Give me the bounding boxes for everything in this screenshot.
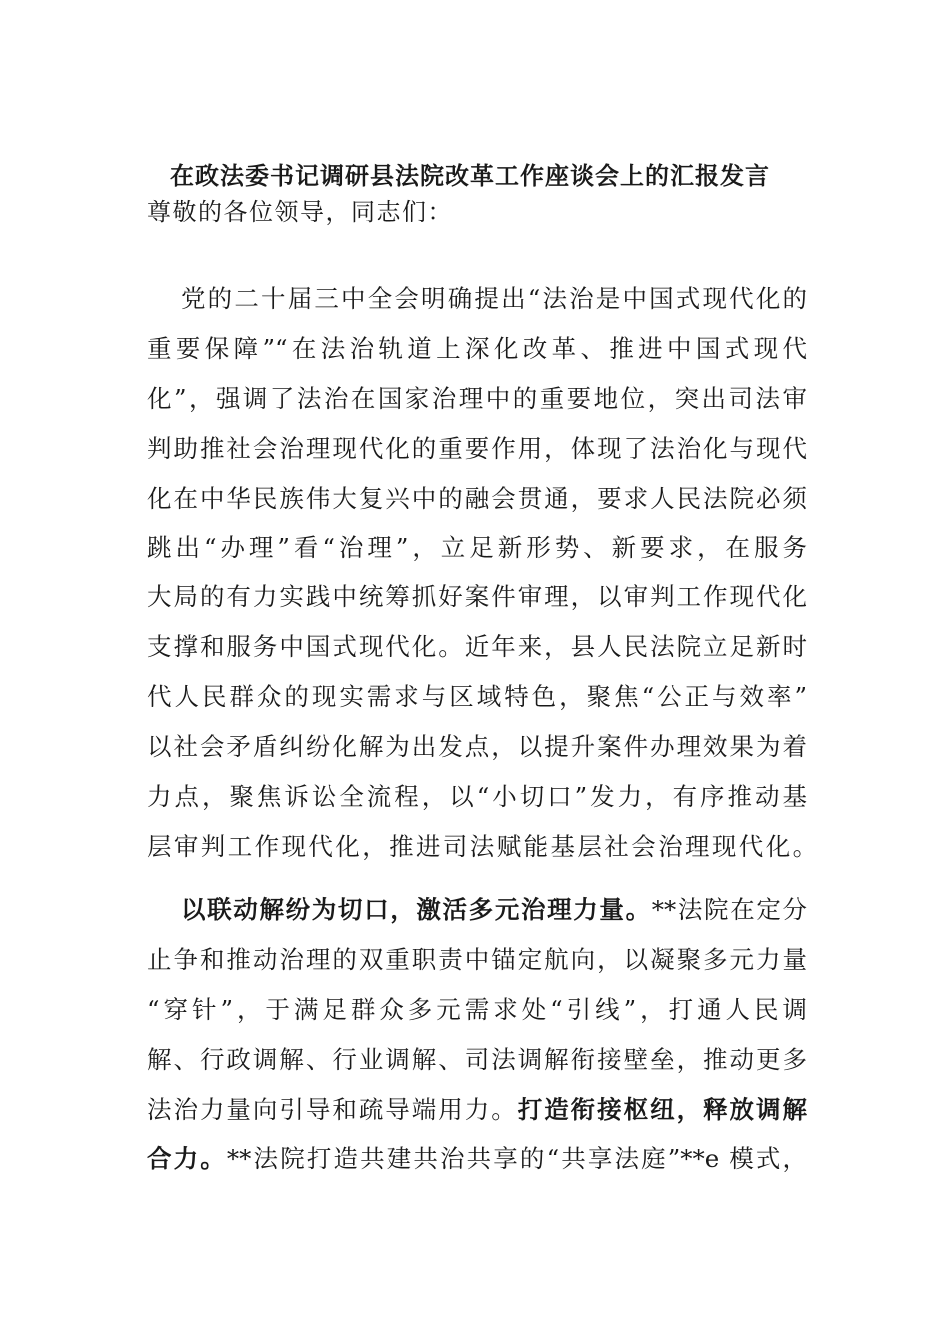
salutation: 尊敬的各位领导，同志们： <box>147 198 453 226</box>
para2-text: **法院打造共建共治共享的“共享法庭”**e 模式， <box>226 1144 808 1173</box>
para1-line: 重要保障”“在法治轨道上深化改革、推进中国式现代 <box>147 334 807 363</box>
para1-line: 大局的有力实践中统筹抓好案件审理，以审判工作现代化 <box>147 582 807 611</box>
para1-line: 支撑和服务中国式现代化。近年来，县人民法院立足新时 <box>147 632 807 661</box>
para2-heading: 以联动解纷为切口，激活多元治理力量。 <box>181 895 652 924</box>
para2-line: 止争和推动治理的双重职责中锚定航向，以凝聚多元力量 <box>147 945 807 974</box>
para1-line: 力点，聚焦诉讼全流程，以“小切口”发力，有序推动基 <box>147 782 807 811</box>
para2-line: “穿针”，于满足群众多元需求处“引线”，打通人民调 <box>147 995 807 1024</box>
para1-line: 代人民群众的现实需求与区域特色，聚焦“公正与效率” <box>147 682 807 711</box>
para2-subheading: 合力。 <box>147 1144 227 1173</box>
para2-text: 法治力量向引导和疏导端用力。 <box>147 1095 518 1124</box>
para2-line <box>147 1142 807 1176</box>
para1-line: 以社会矛盾纠纷化解为出发点，以提升案件办理效果为着 <box>147 732 807 761</box>
para1-line: 党的二十届三中全会明确提出“法治是中国式现代化的 <box>181 284 807 313</box>
para1-line: 跳出“办理”看“治理”，立足新形势、新要求，在服务 <box>147 533 807 562</box>
para2-line: 解、行政调解、行业调解、司法调解衔接壁垒，推动更多 <box>147 1045 807 1074</box>
document-title: 在政法委书记调研县法院改革工作座谈会上的汇报发言 <box>170 161 770 190</box>
para2-subheading: 打造衔接枢纽，释放调解 <box>517 1095 808 1124</box>
para1-line: 化在中华民族伟大复兴中的融会贯通，要求人民法院必须 <box>147 484 807 513</box>
para1-line: 层审判工作现代化，推进司法赋能基层社会治理现代化。 <box>147 832 820 861</box>
para2-line <box>147 893 807 927</box>
para2-line <box>147 1093 807 1127</box>
para1-line: 化”，强调了法治在国家治理中的重要地位，突出司法审 <box>147 384 807 413</box>
para2-text: **法院在定分 <box>651 895 808 924</box>
para1-line: 判助推社会治理现代化的重要作用，体现了法治化与现代 <box>147 434 807 463</box>
